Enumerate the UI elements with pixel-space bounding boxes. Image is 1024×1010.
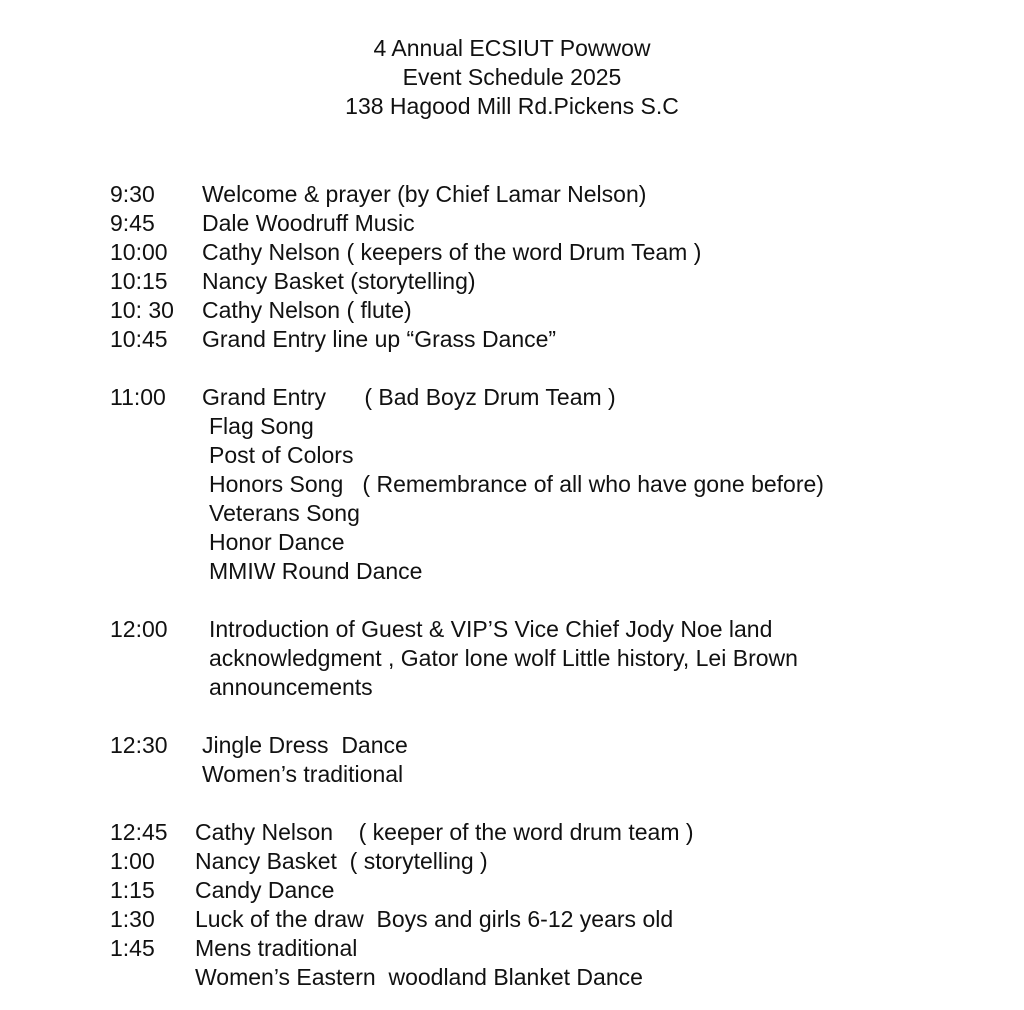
schedule-event: Mens traditional	[195, 935, 358, 961]
schedule-time: 10:45	[110, 326, 168, 352]
schedule-event: Luck of the draw Boys and girls 6-12 years old	[195, 906, 674, 932]
schedule-event: Cathy Nelson ( keeper of the word drum team )	[195, 819, 694, 845]
header-address: 138 Hagood Mill Rd.Pickens S.C	[345, 93, 679, 119]
schedule-time: 12:30	[110, 732, 168, 758]
schedule-time: 1:15	[110, 877, 155, 903]
subitem-text: Honor Dance	[209, 529, 345, 555]
schedule-event: Candy Dance	[195, 877, 335, 903]
schedule-event: Welcome & prayer (by Chief Lamar Nelson)	[202, 181, 647, 207]
schedule-event: Nancy Basket ( storytelling )	[195, 848, 488, 874]
schedule-time: 11:00	[110, 384, 166, 410]
schedule-event: Grand Entry ( Bad Boyz Drum Team )	[202, 384, 616, 410]
header-schedule-title: Event Schedule 2025	[402, 64, 622, 90]
schedule-event: Dale Woodruff Music	[202, 210, 415, 236]
schedule-event: Grand Entry line up “Grass Dance”	[202, 326, 557, 352]
schedule-time: 1:45	[110, 935, 155, 961]
subitem-text: Veterans Song	[209, 500, 360, 526]
schedule-time: 10:15	[110, 268, 168, 294]
schedule-time: 12:45	[110, 819, 168, 845]
schedule-event: Cathy Nelson ( flute)	[202, 297, 412, 323]
schedule-event: Jingle Dress Dance	[202, 732, 408, 758]
schedule-event: Women’s Eastern woodland Blanket Dance	[195, 964, 643, 990]
schedule-time: 10:00	[110, 239, 168, 265]
schedule-time: 1:30	[110, 906, 155, 932]
document-header	[0, 34, 1024, 121]
continuation-text: acknowledgment , Gator lone wolf Little history, Lei Brown	[209, 645, 798, 671]
header-event-title: 4 Annual ECSIUT Powwow	[373, 35, 651, 61]
subitem-text: Honors Song ( Remembrance of all who have gone before)	[209, 471, 824, 497]
schedule-time: 10: 30	[110, 297, 174, 323]
continuation-text: Women’s traditional	[202, 761, 404, 787]
continuation-text: announcements	[209, 674, 373, 700]
schedule-event: Introduction of Guest & VIP’S Vice Chief Jody Noe land	[209, 616, 773, 642]
subitem-text: MMIW Round Dance	[209, 558, 423, 584]
schedule-time: 9:45	[110, 210, 155, 236]
schedule-event: Cathy Nelson ( keepers of the word Drum Team )	[202, 239, 702, 265]
subitem-text: Post of Colors	[209, 442, 354, 468]
schedule-time: 9:30	[110, 181, 155, 207]
schedule-time: 12:00	[110, 616, 168, 642]
schedule-time: 1:00	[110, 848, 155, 874]
schedule-event: Nancy Basket (storytelling)	[202, 268, 476, 294]
subitem-text: Flag Song	[209, 413, 314, 439]
